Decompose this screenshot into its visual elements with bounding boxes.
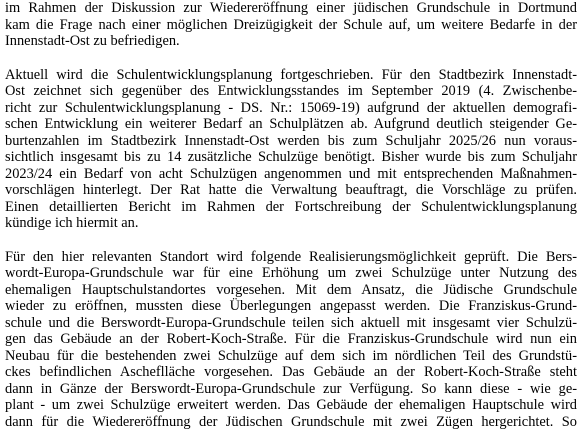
text-line: wieder zu eröffnen, mussten diese Überlegungen angepasst werden. Die Franziskus-Grund-	[5, 298, 577, 314]
text-line: kam die Frage nach einer möglichen Dreizügigkeit der Schule auf, um weitere Bedarfe in der	[5, 16, 577, 33]
text-line: richt zur Schulentwicklungsplanung - DS. Nr.: 15069-19) aufgrund der aktuellen demografi-	[5, 99, 577, 116]
text-line: Innenstadt-Ost zu befriedigen.	[5, 33, 180, 49]
text-line: burtenzahlen im Stadtbezirk Innenstadt-Ost werden bis zum Schuljahr 2025/26 nun voraus-	[5, 132, 577, 149]
paragraph-spacer	[5, 232, 577, 249]
text-line: im Rahmen der Diskussion zur Wiedereröffnung einer jüdischen Grundschule in Dortmund	[5, 0, 577, 16]
text-line: plant - um zwei Schulzüge erweitert werden. Das Gebäude der ehemaligen Hauptschule wird	[5, 397, 577, 413]
text-line: Einen detaillierten Bericht im Rahmen der Fortschreibung der Schulentwicklungsplanung	[5, 198, 577, 215]
text-line: ehemaligen Hauptschulstandortes vorgesehen. Mit dem Ansatz, die Jüdische Grundschule	[5, 281, 577, 298]
text-line: vorschlägen hinterlegt. Der Rat hatte die Verwaltung beauftragt, die Vorschläge zu prüfen.	[5, 182, 577, 198]
text-line: wordt-Europa-Grundschule war für eine Erhöhung um zwei Schulzüge unter Nutzung des	[5, 265, 577, 281]
text-line: kündige ich hiermit an.	[5, 215, 139, 231]
document-page	[5, 0, 577, 430]
text-line: schule und die Berswordt-Europa-Grundschule teilen sich aktuell mit insgesamt vier Schulzü-	[5, 314, 577, 331]
paragraph-site-realization	[5, 249, 577, 431]
text-line: Aktuell wird die Schulentwicklungsplanung fortgeschrieben. Für den Stadtbezirk Innenstadt-	[5, 66, 577, 83]
text-line: sichtlich insgesamt bis zu 14 zusätzliche Schulzüge benötigt. Bisher wurde bis zum Schuljahr	[5, 149, 577, 165]
text-line: Für den hier relevanten Standort wird folgende Realisierungsmöglichkeit geprüft. Die Bers-	[5, 248, 577, 265]
text-line: gen das Gebäude an der Robert-Koch-Straße. Für die Franziskus-Grundschule wird nun ein	[5, 331, 577, 347]
paragraph-school-planning	[5, 67, 577, 232]
text-line: dann in Gänze der Berswordt-Europa-Grundschule zur Verfügung. So kann diese - wie ge-	[5, 380, 577, 397]
text-line: Ost zeichnet sich gegenüber des Entwicklungsstandes im September 2019 (4. Zwischenbe-	[5, 83, 577, 99]
text-line: ckes befindlichen Ascheflläche vorgesehen. Das Gebäude an der Robert-Koch-Straße steht	[5, 364, 577, 380]
text-line: dann für die Wiedereröffnung der Jüdischen Grundschule mit zwei Zügen hergerichtet. So	[5, 413, 577, 430]
paragraph-intro	[5, 0, 577, 50]
text-line: 2023/24 ein Bedarf von acht Schulzügen angenommen und mit entsprechenden Maßnahmen-	[5, 165, 577, 182]
paragraph-spacer	[5, 50, 577, 67]
text-line: schen Entwicklung ein weiterer Bedarf an Schulplätzen ab. Aufgrund deutlich steigender Ge-	[5, 116, 577, 132]
text-line: Neubau für die bestehenden zwei Schulzüge auf dem sich im nördlichen Teil des Grundstü-	[5, 347, 577, 364]
